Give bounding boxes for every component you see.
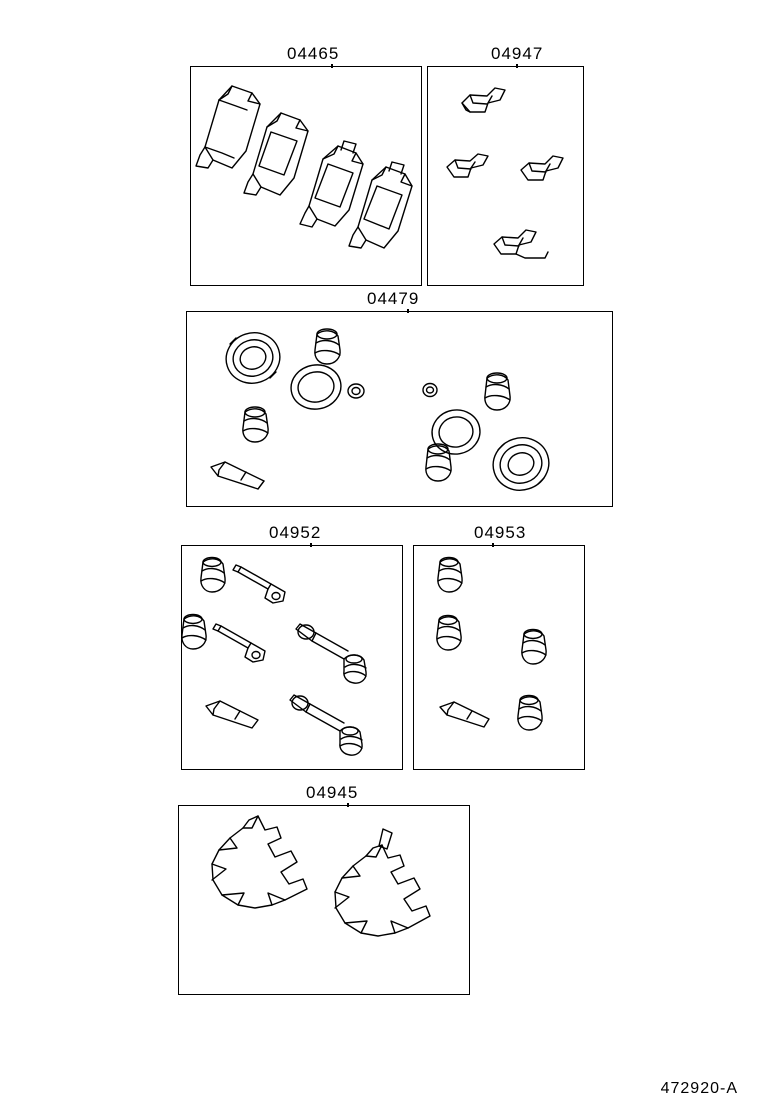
- panel-04945-box[interactable]: [178, 805, 470, 995]
- panel-label-04479: 04479: [363, 289, 423, 309]
- panel-label-04465: 04465: [283, 44, 343, 64]
- figure-code: 472920-A: [660, 1080, 738, 1097]
- panel-04479-box[interactable]: [186, 311, 613, 507]
- panel-04465-box[interactable]: [190, 66, 422, 286]
- panel-label-04952: 04952: [265, 523, 325, 543]
- panel-label-04945: 04945: [302, 783, 362, 803]
- panel-label-04947: 04947: [487, 44, 547, 64]
- panel-04947-box[interactable]: [427, 66, 584, 286]
- panel-label-04953: 04953: [470, 523, 530, 543]
- panel-04953-box[interactable]: [413, 545, 585, 770]
- panel-04952-box[interactable]: [181, 545, 403, 770]
